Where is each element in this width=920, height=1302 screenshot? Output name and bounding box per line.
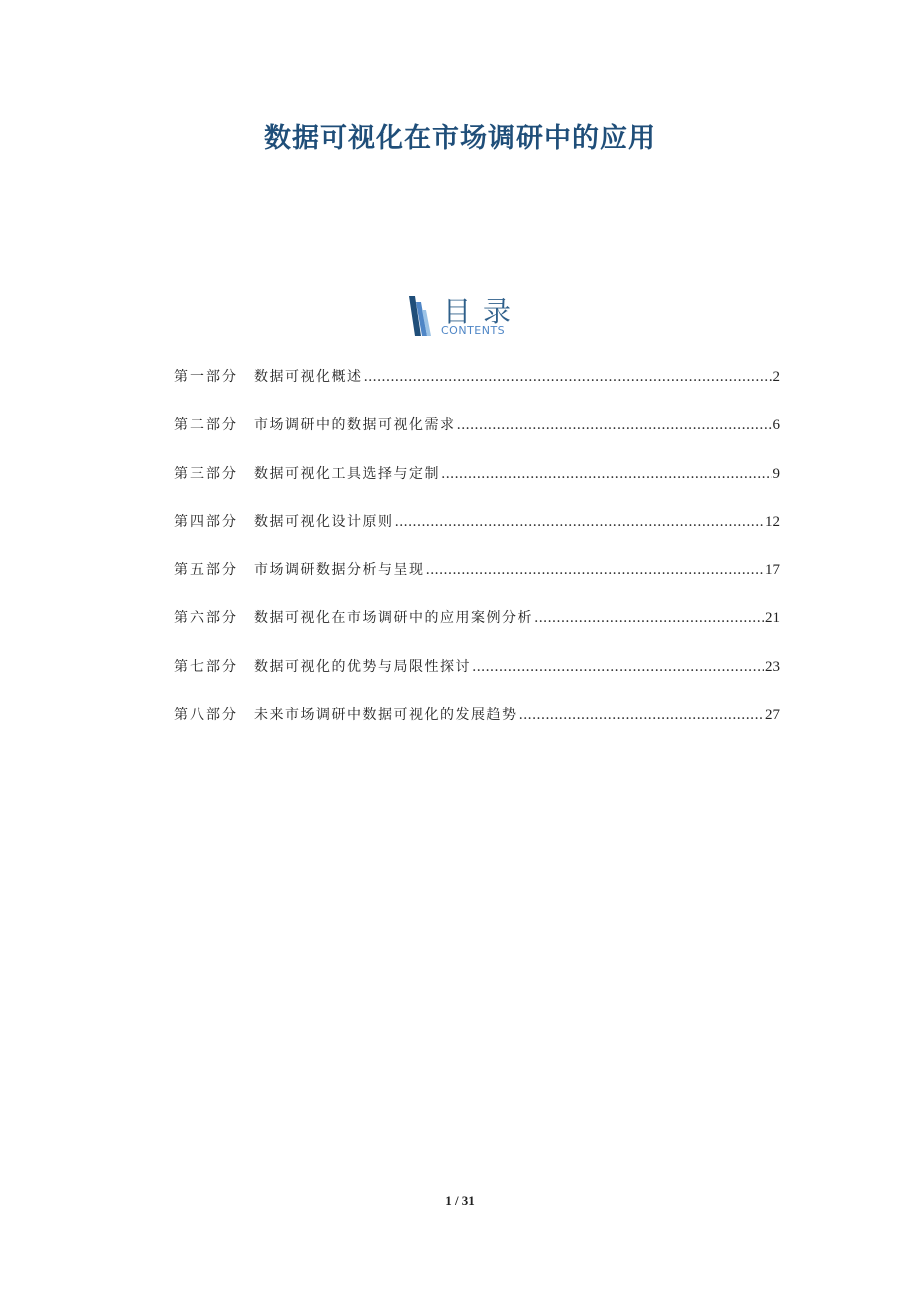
toc-leader-dots [472,659,764,675]
toc-entry-page: 27 [765,707,780,724]
toc-entry-name: 市场调研中的数据可视化需求 [254,417,456,434]
toc-entry[interactable] [174,559,780,607]
toc-entry-part: 第六部分 [174,610,238,627]
toc-entry-page: 21 [765,610,780,627]
toc-entry-page: 23 [765,658,780,675]
toc-entry[interactable] [174,463,780,511]
toc-leader-dots [457,417,772,433]
toc-entry-page: 2 [772,369,780,385]
document-title: 数据可视化在市场调研中的应用 [264,123,656,154]
page-number: 1 / 31 [445,1193,475,1208]
toc-entry-page: 17 [765,562,780,579]
toc-leader-dots [364,369,772,385]
toc-entry-name: 市场调研数据分析与呈现 [254,562,425,579]
toc-entry-name: 数据可视化在市场调研中的应用案例分析 [254,610,533,627]
toc-entry[interactable] [174,414,780,462]
toc-entry-part: 第八部分 [174,707,238,724]
toc-entry-part: 第三部分 [174,465,238,482]
toc-entry-part: 第五部分 [174,562,238,579]
toc-entry-name: 数据可视化的优势与局限性探讨 [254,658,471,675]
toc-leader-dots [519,707,765,723]
toc-entry-part: 第四部分 [174,513,238,530]
toc-entry-part: 第七部分 [174,658,238,675]
toc-entry-part: 第一部分 [174,369,238,385]
toc-entry[interactable] [174,704,780,752]
toc-leader-dots [395,514,765,530]
toc-subheading: CONTENTS [441,324,506,337]
toc-leader-dots [534,610,764,626]
toc-heading: 目录 [443,295,524,328]
toc-entry[interactable] [174,656,780,704]
toc-entry-name: 数据可视化工具选择与定制 [254,465,440,482]
toc-entry-page: 9 [772,465,780,482]
toc-entry-part: 第二部分 [174,417,238,434]
toc-entry-name: 未来市场调研中数据可视化的发展趋势 [254,707,518,724]
toc-entry[interactable] [174,607,780,655]
toc-leader-dots [441,466,772,482]
toc-entry-page: 6 [772,417,780,434]
toc-entry[interactable] [174,366,780,414]
toc-logo-icon [407,296,437,336]
toc-entry-name: 数据可视化概述 [254,369,363,385]
toc-entry[interactable] [174,511,780,559]
toc-leader-dots [426,562,765,578]
toc-list [174,366,780,752]
toc-entry-name: 数据可视化设计原则 [254,513,394,530]
toc-header [407,294,537,340]
toc-entry-page: 12 [765,513,780,530]
